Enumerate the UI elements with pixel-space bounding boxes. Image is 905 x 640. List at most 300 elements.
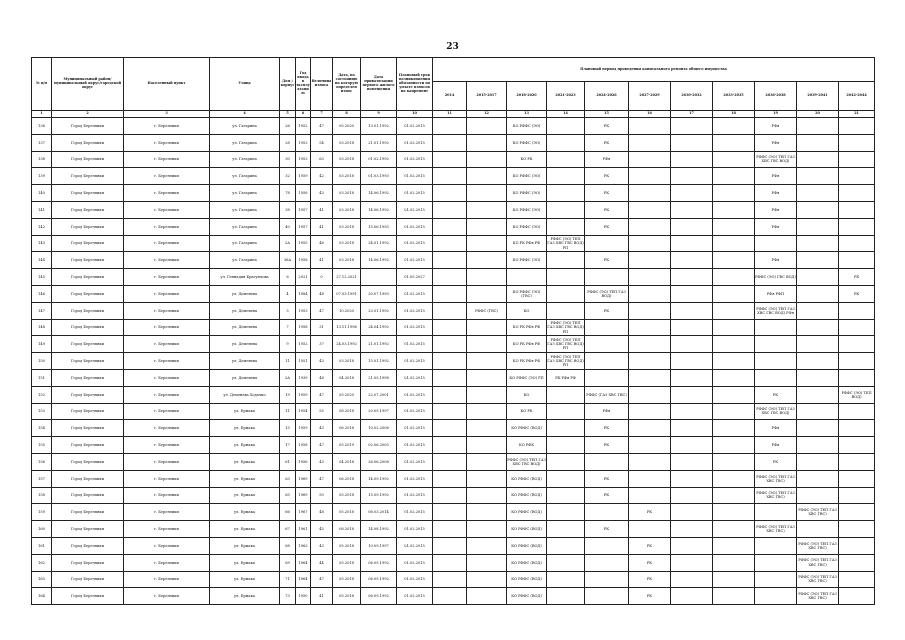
cell-period (585, 554, 629, 571)
cell-num: 153 (32, 403, 52, 420)
column-number: 14 (547, 111, 585, 118)
cell-period (433, 218, 467, 235)
cell-period: РФя (585, 151, 629, 168)
cell-year-built: 1952 (296, 151, 311, 168)
cell-period (671, 336, 713, 353)
cell-period: РФя РФП (755, 285, 797, 302)
cell-year-built: 1952 (296, 336, 311, 353)
cell-period: РФя (755, 420, 797, 437)
cell-period: КО (507, 386, 547, 403)
cell-period (433, 235, 467, 252)
column-number: 19 (755, 111, 797, 118)
cell-obligation: 01.02.2015 (397, 218, 433, 235)
cell-wear-date: 03.2018 (333, 201, 361, 218)
cell-period (713, 554, 755, 571)
cell-period (713, 218, 755, 235)
cell-period: КО РК РФя РФ (507, 336, 547, 353)
cell-street: ул. Ермака (210, 420, 280, 437)
cell-year-built: 1952 (296, 118, 311, 135)
cell-period (467, 201, 507, 218)
table-row (32, 185, 875, 202)
cell-year-built: 1953 (296, 302, 311, 319)
cell-wear: 43 (311, 537, 333, 554)
cell-period (585, 537, 629, 554)
table-row (32, 235, 875, 252)
cell-settlement: г. Березники (124, 151, 210, 168)
cell-street: ул. Гагарина (210, 252, 280, 269)
cell-period (839, 437, 875, 454)
cell-settlement: г. Березники (124, 521, 210, 538)
cell-municipality: Город Березники (52, 201, 124, 218)
cell-period (585, 336, 629, 353)
cell-settlement: г. Березники (124, 453, 210, 470)
cell-street: ул. Деменева (210, 319, 280, 336)
cell-period (433, 168, 467, 185)
cell-house: 6 (280, 269, 296, 286)
cell-settlement: г. Березники (124, 269, 210, 286)
cell-privatization-date: 26.06.2008 (361, 453, 397, 470)
cell-wear: 48 (311, 504, 333, 521)
column-number: 21 (839, 111, 875, 118)
cell-period (585, 453, 629, 470)
column-number: 3 (124, 111, 210, 118)
header-year-built: Год ввода в эксплуатацию (296, 58, 311, 111)
cell-num: 162 (32, 554, 52, 571)
cell-wear-date: 06.2018 (333, 470, 361, 487)
cell-settlement: г. Березники (124, 118, 210, 135)
cell-period (713, 285, 755, 302)
cell-period (797, 218, 839, 235)
cell-period (467, 386, 507, 403)
cell-period (797, 487, 839, 504)
cell-period (671, 487, 713, 504)
cell-wear-date: 03.2018 (333, 151, 361, 168)
cell-period (629, 269, 671, 286)
cell-municipality: Город Березники (52, 118, 124, 135)
cell-period (713, 588, 755, 605)
table-row (32, 453, 875, 470)
cell-period (713, 470, 755, 487)
cell-street: ул. Деменева (210, 302, 280, 319)
cell-settlement: г. Березники (124, 420, 210, 437)
table-row (32, 571, 875, 588)
cell-settlement: г. Березники (124, 437, 210, 454)
cell-municipality: Город Березники (52, 521, 124, 538)
cell-obligation: 01.02.2015 (397, 521, 433, 538)
cell-period: РФФС (ЭО) ТЕП ГАЗ ХВС ГВС ВОД) РФя (755, 302, 797, 319)
cell-municipality: Город Березники (52, 302, 124, 319)
column-number: 18 (713, 111, 755, 118)
cell-obligation: 01.02.2015 (397, 504, 433, 521)
cell-period: РК (585, 168, 629, 185)
cell-wear-date: 05.2018 (333, 504, 361, 521)
cell-year-built: 1969 (296, 487, 311, 504)
cell-period: РК (585, 437, 629, 454)
cell-period (467, 521, 507, 538)
header-street: Улица (210, 58, 280, 111)
cell-period (547, 571, 585, 588)
cell-num: 140 (32, 185, 52, 202)
cell-privatization-date: 06.05.1992 (361, 554, 397, 571)
table-row (32, 302, 875, 319)
cell-year-built: 1950 (296, 588, 311, 605)
cell-year-built: 1958 (296, 437, 311, 454)
cell-period: КО РФФС (ЭО) (507, 185, 547, 202)
cell-wear-date: 05.2018 (333, 554, 361, 571)
cell-privatization-date: 22.07.2001 (361, 386, 397, 403)
cell-num: 148 (32, 319, 52, 336)
cell-period: КО РФК (507, 437, 547, 454)
cell-period (467, 336, 507, 353)
cell-num: 150 (32, 353, 52, 370)
column-number: 17 (671, 111, 713, 118)
cell-wear: 43 (311, 185, 333, 202)
cell-privatization-date: 14.06.1992 (361, 185, 397, 202)
cell-period: КО РК (507, 403, 547, 420)
cell-period (713, 487, 755, 504)
cell-period (755, 537, 797, 554)
cell-period (713, 403, 755, 420)
cell-period (839, 235, 875, 252)
cell-period: РК (629, 537, 671, 554)
cell-wear-date: 03.2018 (333, 168, 361, 185)
cell-period (671, 571, 713, 588)
cell-num: 156 (32, 453, 52, 470)
cell-street: ул. Деменева (210, 336, 280, 353)
cell-period (585, 571, 629, 588)
cell-street: ул. Деменева (210, 285, 280, 302)
cell-wear: 43 (311, 353, 333, 370)
cell-period (547, 588, 585, 605)
cell-period (467, 588, 507, 605)
cell-period (839, 588, 875, 605)
cell-period (713, 134, 755, 151)
cell-street: ул. Ермака (210, 453, 280, 470)
header-period: 2036-2038 (755, 82, 797, 111)
cell-period (467, 437, 507, 454)
cell-street: ул. Деменева (210, 353, 280, 370)
column-number: 1 (32, 111, 52, 118)
cell-num: 151 (32, 369, 52, 386)
cell-period (671, 420, 713, 437)
cell-period (585, 235, 629, 252)
column-number: 11 (433, 111, 467, 118)
cell-period: КО РФФС (ВОД) (507, 470, 547, 487)
cell-period (467, 420, 507, 437)
cell-wear-date: 24.03.1992 (333, 336, 361, 353)
cell-privatization-date: 10.02.2006 (361, 420, 397, 437)
cell-year-built: 1969 (296, 470, 311, 487)
cell-num: 157 (32, 470, 52, 487)
cell-settlement: г. Березники (124, 504, 210, 521)
cell-period (629, 319, 671, 336)
cell-obligation: 01.02.2015 (397, 252, 433, 269)
cell-period (547, 118, 585, 135)
cell-house: 28 (280, 134, 296, 151)
cell-period (433, 420, 467, 437)
cell-privatization-date: 01.03.1993 (361, 168, 397, 185)
cell-settlement: г. Березники (124, 336, 210, 353)
cell-num: 163 (32, 571, 52, 588)
cell-period (467, 252, 507, 269)
cell-house: 68 (280, 537, 296, 554)
cell-period: РФя (585, 403, 629, 420)
cell-period: РК (585, 118, 629, 135)
cell-period (671, 269, 713, 286)
cell-wear: 46 (311, 235, 333, 252)
cell-street: ул. Ермака (210, 403, 280, 420)
cell-period (713, 504, 755, 521)
cell-privatization-date (361, 269, 397, 286)
table-row (32, 487, 875, 504)
cell-year-built: 1984 (296, 285, 311, 302)
cell-settlement: г. Березники (124, 218, 210, 235)
cell-period (671, 218, 713, 235)
column-number: 9 (361, 111, 397, 118)
cell-wear: 41 (311, 588, 333, 605)
cell-period (671, 201, 713, 218)
cell-period (467, 185, 507, 202)
cell-period (629, 302, 671, 319)
cell-wear: 47 (311, 302, 333, 319)
cell-period (755, 554, 797, 571)
header-house: Дом / корпус (280, 58, 296, 111)
cell-privatization-date: 01.02.1992 (361, 151, 397, 168)
cell-wear: 47 (311, 571, 333, 588)
cell-period (713, 420, 755, 437)
cell-period (713, 235, 755, 252)
table-row (32, 353, 875, 370)
cell-wear: 47 (311, 437, 333, 454)
cell-settlement: г. Березники (124, 571, 210, 588)
cell-period: КО РФФС (ВОД) (507, 554, 547, 571)
cell-municipality: Город Березники (52, 235, 124, 252)
cell-period (433, 369, 467, 386)
cell-period (797, 420, 839, 437)
header-num: № п/п (32, 58, 52, 111)
cell-obligation: 01.02.2015 (397, 588, 433, 605)
cell-municipality: Город Березники (52, 420, 124, 437)
cell-period (585, 588, 629, 605)
cell-period (839, 201, 875, 218)
cell-privatization-date: 13.01.1992 (361, 118, 397, 135)
cell-period (629, 151, 671, 168)
cell-period (755, 353, 797, 370)
cell-num: 139 (32, 168, 52, 185)
cell-settlement: г. Березники (124, 403, 210, 420)
table-row (32, 201, 875, 218)
cell-obligation: 01.02.2015 (397, 437, 433, 454)
cell-privatization-date: 15.06.1993 (361, 218, 397, 235)
cell-settlement: г. Березники (124, 134, 210, 151)
cell-wear-date: 05.2018 (333, 537, 361, 554)
cell-period: РК (585, 521, 629, 538)
cell-municipality: Город Березники (52, 571, 124, 588)
cell-period (839, 302, 875, 319)
cell-period: РК (839, 269, 875, 286)
cell-period: РК (585, 185, 629, 202)
cell-house: 19 (280, 386, 296, 403)
cell-period (671, 252, 713, 269)
cell-num: 152 (32, 386, 52, 403)
cell-street: ул. Гагарина (210, 201, 280, 218)
cell-period (467, 218, 507, 235)
cell-period (839, 134, 875, 151)
cell-settlement: г. Березники (124, 537, 210, 554)
cell-period (467, 537, 507, 554)
cell-wear: 45 (311, 521, 333, 538)
cell-wear-date: 27.12.2021 (333, 269, 361, 286)
cell-house: 78 (280, 185, 296, 202)
cell-municipality: Город Березники (52, 487, 124, 504)
cell-period (629, 353, 671, 370)
cell-municipality: Город Березники (52, 537, 124, 554)
cell-period (755, 588, 797, 605)
cell-house: 7 (280, 319, 296, 336)
cell-municipality: Город Березники (52, 285, 124, 302)
cell-period (839, 151, 875, 168)
cell-period (797, 252, 839, 269)
cell-period (433, 470, 467, 487)
cell-period: КО РФФС (ВОД) (507, 487, 547, 504)
cell-period: РФФС (ГАЗ ХВС ГВС) (585, 386, 629, 403)
cell-period (671, 537, 713, 554)
cell-period (629, 470, 671, 487)
cell-street: ул. Гагарина (210, 235, 280, 252)
cell-municipality: Город Березники (52, 134, 124, 151)
cell-house: 5 (280, 302, 296, 319)
cell-period: КО РК РФя РФ (507, 235, 547, 252)
cell-wear-date: 04.2018 (333, 453, 361, 470)
cell-num: 155 (32, 437, 52, 454)
cell-period: КО РФФС (ЭО) РП (507, 369, 547, 386)
header-settlement: Населенный пункт (124, 58, 210, 111)
cell-municipality: Город Березники (52, 218, 124, 235)
column-number: 12 (467, 111, 507, 118)
cell-obligation: 01.02.2015 (397, 201, 433, 218)
cell-period (713, 336, 755, 353)
cell-period (433, 437, 467, 454)
cell-period (629, 134, 671, 151)
cell-period: РФФС (ЭО) ТЕП ГАЗ ХВС ГВС) (797, 537, 839, 554)
cell-num: 158 (32, 487, 52, 504)
cell-period (797, 437, 839, 454)
cell-municipality: Город Березники (52, 336, 124, 353)
cell-house: 66 (280, 504, 296, 521)
cell-house: 15 (280, 420, 296, 437)
cell-house: 71 (280, 571, 296, 588)
cell-obligation: 01.02.2015 (397, 554, 433, 571)
cell-obligation: 01.02.2015 (397, 353, 433, 370)
cell-period (585, 269, 629, 286)
cell-period (547, 386, 585, 403)
cell-period: РК (629, 588, 671, 605)
cell-period (713, 571, 755, 588)
cell-period (797, 269, 839, 286)
cell-period (547, 302, 585, 319)
cell-period (433, 185, 467, 202)
cell-period (713, 353, 755, 370)
cell-privatization-date: 24.04.1992 (361, 319, 397, 336)
cell-period (547, 453, 585, 470)
cell-wear: 41 (311, 201, 333, 218)
cell-period (797, 201, 839, 218)
cell-wear: 55 (311, 403, 333, 420)
cell-period: РФя (755, 185, 797, 202)
cell-privatization-date: 14.06.1992 (361, 201, 397, 218)
cell-period (547, 269, 585, 286)
cell-wear-date: 03.2018 (333, 218, 361, 235)
cell-period (547, 521, 585, 538)
cell-period: КО РФФС (ЭО) (507, 134, 547, 151)
cell-obligation: 01.02.2015 (397, 134, 433, 151)
cell-year-built: 1951 (296, 353, 311, 370)
cell-year-built: 1959 (296, 168, 311, 185)
column-number: 4 (210, 111, 280, 118)
cell-period (433, 554, 467, 571)
cell-period (839, 521, 875, 538)
cell-wear: 41 (311, 218, 333, 235)
cell-municipality: Город Березники (52, 437, 124, 454)
cell-wear: 47 (311, 118, 333, 135)
cell-year-built: 1955 (296, 235, 311, 252)
cell-num: 138 (32, 151, 52, 168)
cell-period: КО РФФС (ЭО) (507, 201, 547, 218)
header-period: 2033-2035 (713, 82, 755, 111)
cell-settlement: г. Березники (124, 369, 210, 386)
cell-period: РК РФя РФ (547, 369, 585, 386)
cell-period (839, 118, 875, 135)
cell-period: РФя (755, 252, 797, 269)
cell-period: КО РФФС (ЭО) (507, 218, 547, 235)
cell-privatization-date: 20.05.1997 (361, 403, 397, 420)
cell-obligation: 01.02.2015 (397, 369, 433, 386)
cell-period (671, 168, 713, 185)
cell-period (713, 302, 755, 319)
cell-period (797, 134, 839, 151)
cell-period: КО (507, 302, 547, 319)
cell-period (839, 420, 875, 437)
cell-period (433, 319, 467, 336)
cell-period (507, 269, 547, 286)
cell-wear-date: 04.2018 (333, 369, 361, 386)
cell-street: ул. Ермака (210, 504, 280, 521)
cell-wear: 37 (311, 336, 333, 353)
cell-period (797, 118, 839, 135)
cell-num: 143 (32, 235, 52, 252)
cell-period (671, 386, 713, 403)
cell-obligation: 01.02.2015 (397, 453, 433, 470)
cell-period (547, 185, 585, 202)
cell-period (629, 218, 671, 235)
cell-house: 2А (280, 369, 296, 386)
cell-street: ул. Ермака (210, 554, 280, 571)
page-number: 23 (446, 42, 459, 52)
cell-municipality: Город Березники (52, 185, 124, 202)
cell-period (755, 319, 797, 336)
table-row (32, 168, 875, 185)
cell-period (797, 185, 839, 202)
cell-year-built: 1952 (296, 134, 311, 151)
cell-period (671, 369, 713, 386)
cell-period (467, 504, 507, 521)
cell-period (713, 151, 755, 168)
cell-period (839, 369, 875, 386)
cell-year-built: 1961 (296, 521, 311, 538)
cell-num: 154 (32, 420, 52, 437)
cell-period (467, 134, 507, 151)
cell-period (433, 403, 467, 420)
